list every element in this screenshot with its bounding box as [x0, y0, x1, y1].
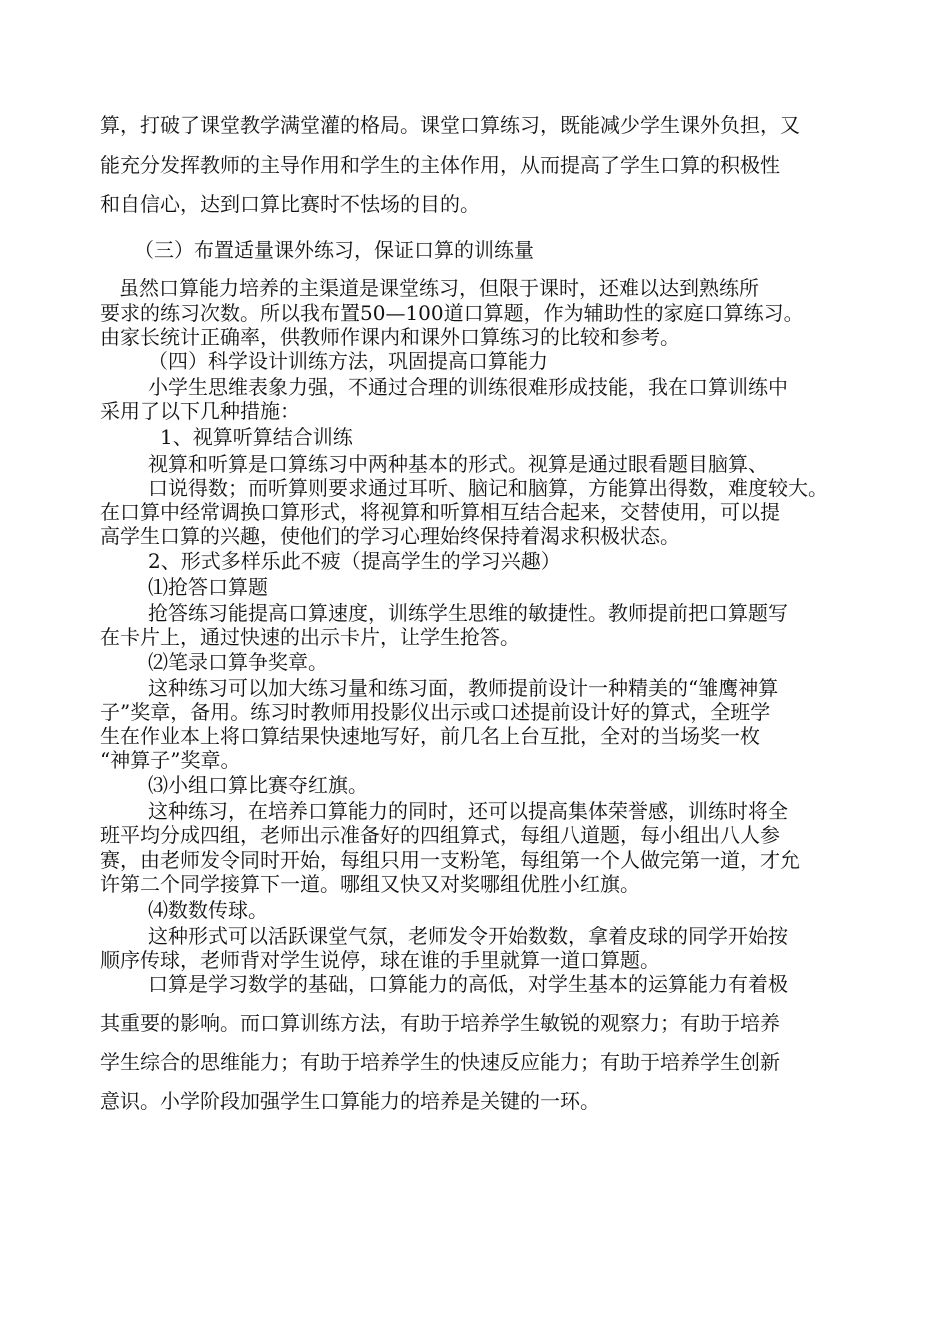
paragraph-line: 顺序传球，老师背对学生说停，球在谁的手里就算一道口算题。 [100, 948, 660, 972]
sub-item-title: ⑴抢答口算题 [148, 575, 268, 599]
paragraph-line: 生在作业本上将口算结果快速地写好，前几名上台互批，全对的当场奖一枚 [100, 724, 760, 748]
sub-item-title: ⑷数数传球。 [148, 898, 268, 922]
item-title: 1、视算听算结合训练 [160, 425, 353, 449]
paragraph-line: 能充分发挥教师的主导作用和学生的主体作用，从而提高了学生口算的积极性 [100, 153, 780, 177]
paragraph-line: 这种练习可以加大练习量和练习面，教师提前设计一种精美的“雏鹰神算 [148, 676, 779, 700]
item-title: 2、形式多样乐此不疲（提高学生的学习兴趣） [148, 549, 561, 573]
sub-item-title: ⑶小组口算比赛夺红旗。 [148, 773, 368, 797]
paragraph-line: 由家长统计正确率，供教师作课内和课外口算练习的比较和参考。 [100, 325, 680, 349]
paragraph-line: 口说得数；而听算则要求通过耳听、脑记和脑算，方能算出得数，难度较大。 [148, 476, 828, 500]
paragraph-line: 口算是学习数学的基础，口算能力的高低，对学生基本的运算能力有着极 [148, 972, 788, 996]
paragraph-line: 在卡片上，通过快速的出示卡片，让学生抢答。 [100, 625, 520, 649]
section-heading: （四）科学设计训练方法，巩固提高口算能力 [148, 349, 548, 373]
paragraph-line: 抢答练习能提高口算速度，训练学生思维的敏捷性。教师提前把口算题写 [148, 601, 788, 625]
paragraph-line: 和自信心，达到口算比赛时不怯场的目的。 [100, 192, 480, 216]
paragraph-line: 赛，由老师发令同时开始，每组只用一支粉笔，每组第一个人做完第一道，才允 [100, 848, 800, 872]
paragraph-line: 虽然口算能力培养的主渠道是课堂练习，但限于课时，还难以达到熟练所 [119, 276, 759, 300]
sub-item-title: ⑵笔录口算争奖章。 [148, 650, 328, 674]
paragraph-line: 算，打破了课堂教学满堂灌的格局。课堂口算练习，既能减少学生课外负担，又 [100, 113, 800, 137]
paragraph-line: “神算子”奖章。 [100, 748, 241, 772]
paragraph-line: 高学生口算的兴趣，使他们的学习心理始终保持着渴求积极状态。 [100, 524, 680, 548]
paragraph-line: 意识。小学阶段加强学生口算能力的培养是关键的一环。 [100, 1089, 600, 1113]
paragraph-line: 要求的练习次数。所以我布置50—100道口算题，作为辅助性的家庭口算练习。 [100, 301, 804, 325]
section-heading: （三）布置适量课外练习，保证口算的训练量 [134, 238, 534, 262]
paragraph-line: 在口算中经常调换口算形式，将视算和听算相互结合起来，交替使用，可以提 [100, 500, 780, 524]
paragraph-line: 学生综合的思维能力；有助于培养学生的快速反应能力；有助于培养学生创新 [100, 1050, 780, 1074]
paragraph-line: 其重要的影响。而口算训练方法，有助于培养学生敏锐的观察力；有助于培养 [100, 1011, 780, 1035]
paragraph-line: 子”奖章，备用。练习时教师用投影仪出示或口述提前设计好的算式，全班学 [100, 700, 771, 724]
paragraph-line: 许第二个同学接算下一道。哪组又快又对奖哪组优胜小红旗。 [100, 872, 640, 896]
paragraph-line: 小学生思维表象力强，不通过合理的训练很难形成技能，我在口算训练中 [148, 375, 788, 399]
paragraph-line: 班平均分成四组，老师出示准备好的四组算式，每组八道题，每小组出八人参 [100, 823, 780, 847]
paragraph-line: 采用了以下几种措施： [100, 399, 300, 423]
paragraph-line: 这种练习，在培养口算能力的同时，还可以提高集体荣誉感，训练时将全 [148, 799, 788, 823]
paragraph-line: 视算和听算是口算练习中两种基本的形式。视算是通过眼看题目脑算、 [148, 452, 768, 476]
paragraph-line: 这种形式可以活跃课堂气氛，老师发令开始数数，拿着皮球的同学开始按 [148, 924, 788, 948]
